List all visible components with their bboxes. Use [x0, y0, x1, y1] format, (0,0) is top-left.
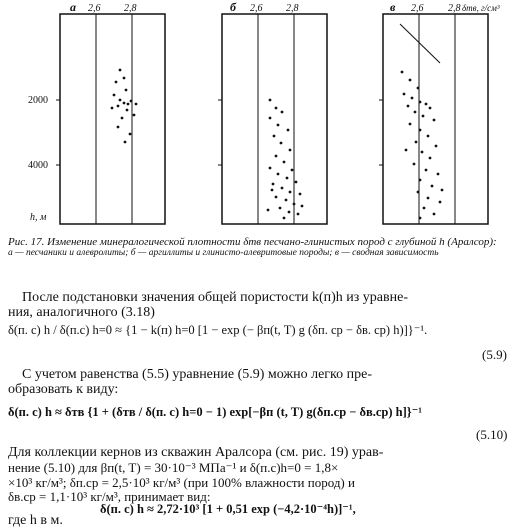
- tick-a-2: 2,8: [124, 3, 137, 14]
- p1-line2: ния, аналогичного (3.18): [8, 305, 155, 320]
- equation-5-10-number: (5.10): [476, 427, 508, 442]
- tick-a-1: 2,6: [88, 3, 101, 14]
- equation-final: δ(п. с) h ≈ 2,72·10³ [1 + 0,51 exp (−4,2·10⁻⁴h)]⁻¹,: [100, 502, 356, 516]
- p3-line2: нение (5.10) для βп(t, T) = 30·10⁻³ МПа⁻¹ и δ(п.с)h=0 = 1,8×: [8, 460, 339, 475]
- equation-5-10: δ(п. с) h ≈ δтв {1 + (δтв / δ(п. с) h=0 − 1) exp[−βп (t, T) g(δп.ср − δв.ср) h]}⁻¹: [8, 405, 423, 419]
- p1-line1: После подстановки значения общей пористости k(п)h из уравне-: [22, 290, 408, 305]
- caption-title: Рис. 17. Изменение минералогической плотности δтв песчано-глинистых пород с глубиной h (Аралсор):: [8, 236, 497, 248]
- depth-tick-2000: 2000: [28, 95, 48, 106]
- panel-label-b: б: [230, 0, 236, 14]
- panel-label-c: в: [390, 0, 396, 14]
- panel-c-points: [401, 71, 444, 220]
- panel-c-frame: [383, 14, 488, 224]
- equation-5-9: δ(п. с) h / δ(п.с) h=0 ≈ {1 − k(п) h=0 [1 − exp (− βп(t, T) g (δп. ср − δв. ср) h)]}⁻¹.: [8, 323, 428, 337]
- p3-line4: δв.ср = 1,1·10³ кг/м³, принимает вид:: [8, 489, 211, 504]
- figure-caption: [8, 236, 523, 259]
- equation-5-9-number: (5.9): [482, 347, 507, 362]
- gridlines: [96, 14, 455, 224]
- density-depth-figure: [0, 0, 527, 245]
- tick-c-1: 2,6: [411, 3, 424, 14]
- caption-legend: а — песчаники и алевролиты; б — аргиллиты и глинисто-алевритовые породы; в — сводная зависимость: [8, 248, 439, 258]
- p2-line2: образовать к виду:: [8, 382, 119, 397]
- panel-label-a: а: [70, 0, 76, 14]
- tick-c-2: 2,8: [448, 3, 461, 14]
- depth-tick-4000: 4000: [28, 160, 48, 171]
- tick-b-2: 2,8: [286, 3, 299, 14]
- unit-c: δтв, г/см³: [462, 3, 500, 13]
- panel-b-frame: [222, 14, 327, 224]
- tick-b-1: 2,6: [250, 3, 263, 14]
- panel-c-arrow: [400, 24, 440, 63]
- p3-line1: Для коллекции кернов из скважин Аралсора (см. рис. 19) урав-: [8, 445, 384, 460]
- p2-line1: С учетом равенства (5.5) уравнение (5.9) можно легко пре-: [22, 367, 372, 382]
- panel-a-frame: [60, 14, 165, 224]
- panel-b-points: [267, 99, 304, 220]
- p3-line3: ×10³ кг/м³; δп.ср = 2,5·10³ кг/м³ (при 100% влажности пород) и: [8, 475, 355, 490]
- depth-axis-label: h, м: [30, 212, 47, 223]
- p4: где h в м.: [8, 513, 63, 528]
- panel-a-points: [111, 69, 138, 144]
